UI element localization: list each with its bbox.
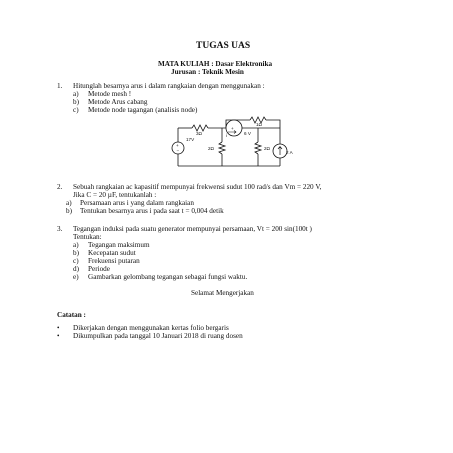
department-name: Jurusan : Teknik Mesin (171, 68, 244, 76)
q3-number: 3. (57, 225, 63, 233)
q1-number: 1. (57, 82, 63, 90)
q3-item-d-mark: d) (73, 265, 79, 273)
q2-line1: Sebuah rangkaian ac kapasitif mempunyai frekwensi sudut 100 rad/s dan Vm = 220 V, (73, 183, 322, 191)
q2-item-b-mark: b) (66, 207, 72, 215)
label-current-i: i (226, 133, 228, 138)
q1-item-b: Metode Arus cabang (88, 98, 148, 106)
q1-item-a: Metode mesh ! (88, 90, 132, 98)
closing-text: Selamat Mengerjakan (191, 289, 254, 297)
note-item-1: Dikerjakan dengan menggunakan kertas folio bergaris (73, 324, 229, 332)
q3-item-c-mark: c) (73, 257, 79, 265)
label-r-top: 1Ω (256, 122, 262, 127)
q3-item-a-mark: a) (73, 241, 79, 249)
resistor-2ohm-b (255, 142, 261, 154)
q2-item-a: Persamaan arus i yang dalam rangkaian (80, 199, 194, 207)
svg-text:−: − (176, 148, 180, 154)
label-vsource-mid: 6 V (244, 131, 251, 136)
bullet-icon: • (57, 324, 60, 332)
doc-title: TUGAS UAS (196, 41, 251, 51)
q2-number: 2. (57, 183, 63, 191)
q1-item-a-mark: a) (73, 90, 79, 98)
q3-item-c: Frekuensi putaran (88, 257, 140, 265)
label-vsource-left: 17V (186, 137, 195, 142)
q3-line2: Tentukan: (73, 233, 102, 241)
q1-item-c-mark: c) (73, 106, 79, 114)
q3-line1: Tegangan induksi pada suatu generator mempunyai persamaan, Vt = 200 sin(100t ) (73, 225, 312, 233)
note-item-2: Dikumpulkan pada tanggal 10 Januari 2018 di ruang dosen (73, 332, 243, 340)
q2-item-a-mark: a) (66, 199, 72, 207)
svg-text:+: + (231, 126, 234, 131)
q3-item-a: Tegangan maksimum (88, 241, 150, 249)
q3-item-d: Periode (88, 265, 110, 273)
label-r-mid2: 2Ω (264, 146, 270, 151)
q3-item-e: Gambarkan gelombang tegangan sebagai fungsi waktu. (88, 273, 248, 281)
label-isource: 2 A (286, 150, 293, 155)
q3-item-b-mark: b) (73, 249, 79, 257)
q2-item-b: Tentukan besarnya arus i pada saat t = 0,004 detik (80, 207, 224, 215)
notes-heading: Catatan : (57, 311, 86, 319)
course-name: MATA KULIAH : Dasar Elektronika (158, 60, 273, 68)
q1-item-c: Metode node tagangan (analisis node) (88, 106, 198, 114)
circuit-diagram (160, 114, 300, 174)
q3-item-b: Kecepatan sudut (88, 249, 136, 257)
vsource-6v-icon (226, 120, 242, 136)
q1-item-b-mark: b) (73, 98, 79, 106)
resistor-2ohm-a (219, 142, 225, 154)
label-r-mid1: 2Ω (208, 146, 214, 151)
q2-line2: Jika C = 20 µF, tentukanlah : (73, 191, 157, 199)
q1-text: Hitunglah besarnya arus i dalam rangkaian dengan menggunakan : (73, 82, 265, 90)
svg-text:+: + (176, 143, 179, 148)
label-r-left: 3Ω (196, 131, 202, 136)
q3-item-e-mark: e) (73, 273, 79, 281)
bullet-icon: • (57, 332, 60, 340)
